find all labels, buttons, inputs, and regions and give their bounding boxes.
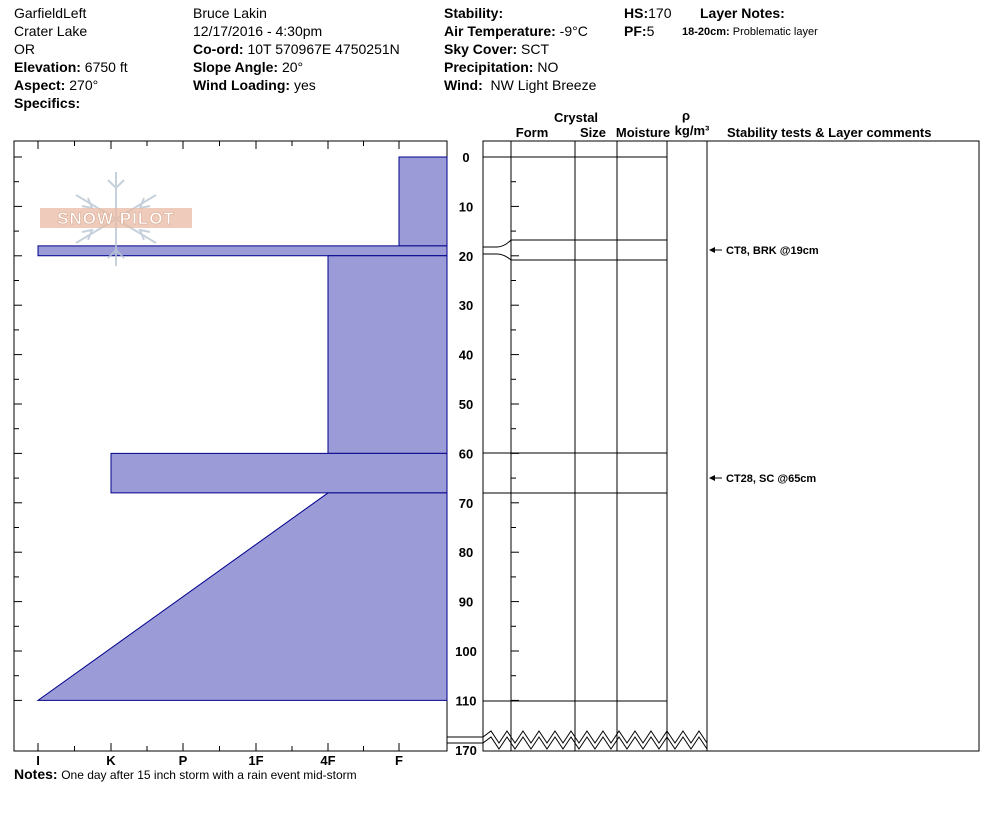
layer-connector [483, 240, 511, 247]
depth-label: 20 [458, 248, 474, 264]
depth-label: 70 [458, 495, 474, 511]
layer-note-range: 18-20cm: [682, 26, 730, 38]
density-unit-header: kg/m³ [674, 123, 710, 138]
pf-value: 5 [646, 23, 655, 39]
observation-datetime: 12/17/2016 - 4:30pm [193, 23, 323, 39]
depth-label: 60 [458, 446, 474, 462]
notes-row [14, 766, 357, 782]
depth-label: 10 [458, 199, 474, 215]
wind-label: Wind: [444, 77, 483, 93]
state-name: OR [14, 41, 35, 57]
depth-label: 100 [455, 644, 477, 659]
precip-label: Precipitation: [444, 59, 534, 75]
aspect-label: Aspect: [14, 77, 66, 93]
wind-value: NW Light Breeze [490, 77, 597, 93]
layer-connector [483, 254, 511, 260]
wind-loading-value: yes [293, 77, 316, 93]
crystal-table-frame [483, 141, 707, 751]
depth-label: 80 [458, 545, 474, 561]
notes-label: Notes: [14, 766, 58, 782]
hardness-label: F [395, 753, 403, 768]
break-zigzag [483, 731, 707, 743]
depth-label: 90 [458, 594, 474, 610]
depth-label: 170 [455, 743, 477, 758]
hardness-label: I [36, 753, 40, 768]
rho-header: ρ [681, 108, 691, 123]
snowpilot-logo [38, 170, 198, 270]
depth-label: 110 [455, 693, 477, 709]
hs-value: 170 [648, 5, 672, 21]
hardness-label: P [178, 753, 188, 768]
slope-value: 20° [281, 59, 304, 75]
elevation-value: 6750 ft [84, 59, 128, 75]
area-name: Crater Lake [14, 23, 88, 39]
hardness-label: 4F [320, 753, 336, 768]
stability-test-label: CT8, BRK @19cm [726, 245, 819, 257]
hardness-label: K [106, 753, 116, 768]
precip-value: NO [537, 59, 559, 75]
comments-frame [707, 141, 979, 751]
coord-label: Co-ord: [193, 41, 244, 57]
depth-label: 40 [458, 347, 474, 363]
logo-text: SNOW PILOT [57, 209, 175, 228]
elevation-label: Elevation: [14, 59, 81, 75]
location-name: GarfieldLeft [14, 5, 87, 21]
pf-label: PF: [624, 23, 647, 39]
wind-loading-label: Wind Loading: [193, 77, 291, 93]
depth-label: 30 [458, 298, 474, 314]
stability-arrow-head [709, 475, 715, 481]
depth-label: 0 [462, 150, 470, 165]
stability-arrow-head [709, 247, 715, 253]
crystal-header: Crystal [553, 110, 599, 125]
slope-label: Slope Angle: [193, 59, 279, 75]
specifics-label: Specifics: [14, 95, 81, 111]
hardness-layer-2 [328, 256, 447, 454]
hardness-layer-3 [111, 453, 447, 493]
hs-label: HS: [624, 5, 649, 21]
air-temp-value: -9°C [559, 23, 588, 39]
hardness-label: 1F [248, 753, 264, 768]
sky-label: Sky Cover: [444, 41, 518, 57]
size-header: Size [579, 125, 607, 140]
notes-text: One day after 15 inch storm with a rain event mid-storm [61, 768, 357, 782]
coord-value: 10T 570967E 4750251N [247, 41, 400, 57]
layer-note-text: Problematic layer [732, 26, 818, 38]
moisture-header: Moisture [615, 125, 671, 140]
hardness-layer-4 [38, 493, 447, 700]
aspect-value: 270° [69, 77, 99, 93]
hardness-layer-0 [399, 157, 447, 246]
observer-name: Bruce Lakin [193, 5, 267, 21]
air-temp-label: Air Temperature: [444, 23, 556, 39]
sky-value: SCT [521, 41, 550, 57]
stability-test-label: CT28, SC @65cm [726, 473, 817, 485]
form-header: Form [515, 125, 549, 140]
layer-notes-label: Layer Notes: [700, 5, 785, 21]
comments-header: Stability tests & Layer comments [727, 125, 932, 140]
stability-label: Stability: [444, 5, 504, 21]
depth-label: 50 [458, 397, 474, 412]
